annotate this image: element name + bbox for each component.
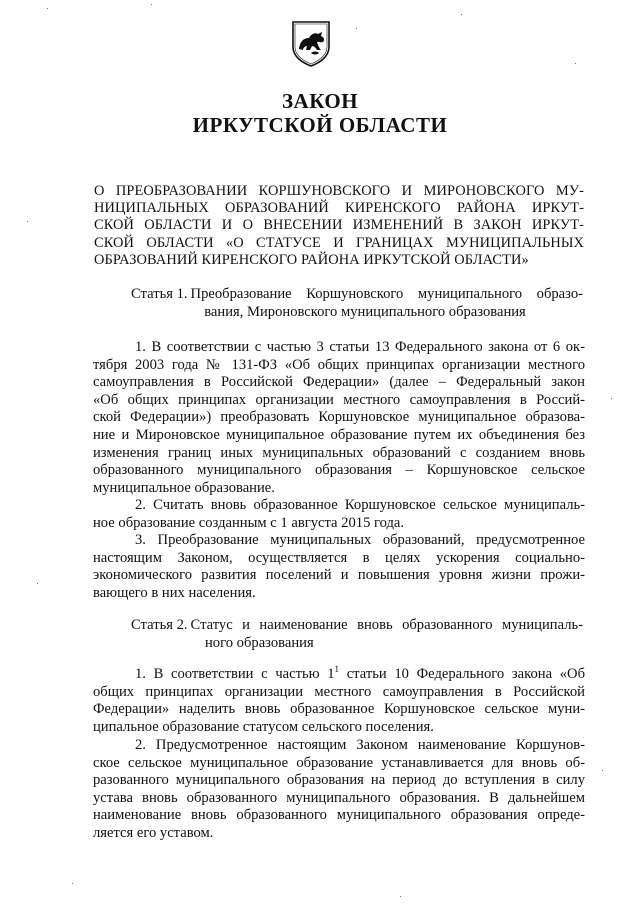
law-subject [94,183,584,269]
paragraph-line: «Об общих принципах организации местного самоуправления в Россий- [93,391,585,408]
paragraph-line [93,666,585,684]
superscript-number: 1 [334,664,340,674]
paragraph-line: Федерации» наделить вновь образованное Коршуновское сельское муни- [93,701,585,718]
article-2-paragraph-1 [93,666,585,736]
coat-of-arms-emblem [291,19,331,67]
paragraph-line: вающего в них населения. [93,584,256,601]
scan-speck [27,221,28,222]
paragraph-line: устава вновь образованного муниципального образования. В дальнейшем [93,789,585,806]
scan-speck [47,8,48,9]
paragraph-line: общих принципах организации местного самоуправления в Российской [93,683,585,700]
article-name-continued: вания, Мироновского муниципального образования [204,304,526,320]
paragraph-line: ляется его уставом. [93,824,214,841]
paragraph-line: самоуправления в Российской Федерации» (далее – Федеральный закон [93,374,585,391]
scan-speck [37,583,38,584]
paragraph-line: образованного муниципального образования – Коршуновское сельское [93,462,585,479]
scan-speck [602,770,603,771]
scan-speck [356,28,357,29]
law-title-line1: ЗАКОН [281,89,359,113]
article-name: Статус и наименование вновь образованного муниципаль- [190,617,583,633]
paragraph-line: экономического развития поселений и повышения уровня жизни прожи- [93,567,585,584]
paragraph-line: 1. В соответствии с частью 3 статьи 13 Федерального закона от 6 ок- [135,339,585,355]
scan-speck [461,14,462,15]
paragraph-line: 3. Преобразование муниципальных образований, предусмотренное [135,532,585,548]
paragraph-line: ние и Мироновское муниципальное образование путем их объединения без [93,426,585,443]
subject-line: ОБРАЗОВАНИЙ КИРЕНСКОГО РАЙОНА ИРКУТСКОЙ ОБЛАСТИ» [94,251,529,268]
paragraph-line: ципальное образование статусом сельского поселения. [93,718,434,735]
paragraph-line: 2. Предусмотренное настоящим Законом наименование Коршунов- [135,737,585,753]
subject-line: СКОЙ ОБЛАСТИ «О СТАТУСЕ И ГРАНИЦАХ МУНИЦИПАЛЬНЫХ [94,234,584,251]
scan-speck [400,896,401,897]
article-number: Статья 2. [131,617,188,633]
paragraph-line: 2. Считать вновь образованное Коршуновское сельское муниципаль- [135,497,585,513]
subject-line: НИЦИПАЛЬНЫХ ОБРАЗОВАНИЙ КИРЕНСКОГО РАЙОНА ИРКУТ- [94,200,584,217]
paragraph-line: ской Федерации») преобразовать Коршуновское муниципальное образова- [93,409,585,426]
scan-speck [611,398,612,399]
article-1-paragraph-1 [93,339,585,497]
article-name-continued: ного образования [205,635,314,651]
scan-speck [72,883,73,884]
article-number: Статья 1. [131,286,188,302]
law-title-line2: ИРКУТСКОЙ ОБЛАСТИ [192,113,448,137]
paragraph-line: изменения границ иных муниципальных образований с созданием вновь [93,444,585,461]
article-2-paragraph-2 [93,737,585,843]
paragraph-line: наименование вновь образованного муниципального образования опреде- [93,807,585,824]
subject-line: О ПРЕОБРАЗОВАНИИ КОРШУНОВСКОГО И МИРОНОВСКОГО МУ- [94,183,584,199]
subject-line: СКОЙ ОБЛАСТИ И О ВНЕСЕНИИ ИЗМЕНЕНИЙ В ЗАКОН ИРКУТ- [94,217,584,234]
article-1-heading [131,285,583,321]
paragraph-line: настоящим Законом, осуществляется в целях ускорения социально- [93,549,585,566]
paragraph-line: муниципальное образование. [93,479,275,496]
paragraph-line: ское сельское муниципальное образование устанавливается для вновь об- [93,754,585,771]
scan-speck [151,4,152,5]
paragraph-line: ное образование созданным с 1 августа 2015 года. [93,514,405,531]
article-2-heading [131,616,583,652]
paragraph-line: тября 2003 года № 131-ФЗ «Об общих принципах организации местного [93,356,585,373]
article-name: Преобразование Коршуновского муниципального образо- [190,286,583,302]
paragraph-text: 1. В соответствии с частью 1 [135,666,335,682]
article-1-paragraph-3 [93,532,585,602]
paragraph-line: разованного муниципального образования на период до вступления в силу [93,772,585,789]
article-1-paragraph-2 [93,497,585,532]
scan-speck [575,63,576,64]
paragraph-text: статьи 10 Федерального закона «Об [339,666,585,682]
